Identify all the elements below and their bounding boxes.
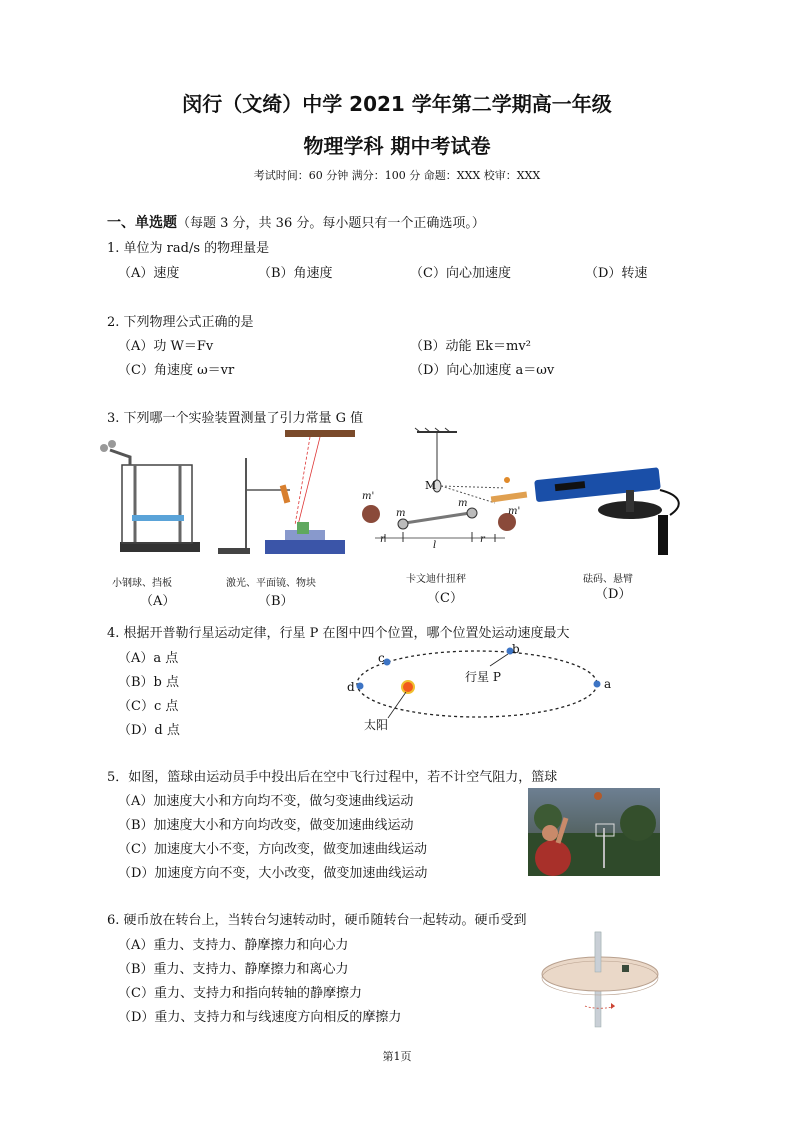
section-title: 一、单选题 — [107, 215, 177, 231]
question-4-option-b: （B）b 点 — [118, 675, 180, 690]
orbit-label-b: b — [512, 642, 520, 656]
cavendish-label-m-prime-right: m' — [508, 506, 521, 517]
cavendish-label-r-right: r — [480, 534, 485, 545]
cavendish-label-m-left: m — [396, 508, 406, 519]
page-subtitle: 物理学科 期中考试卷 — [303, 134, 491, 158]
question-6-option-d: （D）重力、支持力和与线速度方向相反的摩擦力 — [118, 1010, 402, 1025]
basketball-photo — [528, 788, 660, 876]
question-4-option-a: （A）a 点 — [118, 651, 179, 666]
cavendish-label-r-left: r — [380, 534, 385, 545]
orbit-label-a: a — [604, 677, 612, 691]
question-4-option-d: （D）d 点 — [118, 723, 180, 738]
cavendish-label-m-right: m — [458, 498, 468, 509]
question-6-option-b: （B）重力、支持力、静摩擦力和离心力 — [118, 962, 349, 977]
question-2-option-a: （A）功 W＝Fv — [118, 339, 214, 354]
question-4-stem: 4. 根据开普勒行星运动定律，行星 P 在图中四个位置，哪个位置处运动速度最大 — [107, 626, 570, 641]
apparatus-b-figure — [210, 430, 360, 562]
apparatus-a-figure — [90, 435, 205, 560]
question-1-option-a: （A）速度 — [118, 266, 180, 281]
question-2-option-d: （D）向心加速度 a＝ωv — [410, 363, 555, 378]
question-2-stem: 2. 下列物理公式正确的是 — [107, 315, 254, 330]
question-6-option-a: （A）重力、支持力、静摩擦力和向心力 — [118, 938, 349, 953]
question-6-option-c: （C）重力、支持力和指向转轴的静摩擦力 — [118, 986, 362, 1001]
question-2-option-c: （C）角速度 ω＝vr — [118, 363, 235, 378]
question-5-stem: 5．如图，篮球由运动员手中投出后在空中飞行过程中，若不计空气阻力，篮球 — [107, 770, 558, 785]
apparatus-c-letter: （C） — [427, 591, 463, 606]
apparatus-d-figure — [530, 460, 695, 565]
cavendish-label-l: l — [433, 540, 437, 551]
orbit-label-c: c — [378, 651, 385, 665]
cavendish-label-M: M — [425, 479, 437, 492]
orbit-label-d: d — [347, 680, 355, 694]
apparatus-a-caption: 小钢球、挡板 — [112, 578, 172, 589]
question-3-stem: 3. 下列哪一个实验装置测量了引力常量 G 值 — [107, 411, 364, 426]
apparatus-b-letter: （B） — [258, 594, 294, 609]
exam-meta: 考试时间：60 分钟 满分：100 分 命题：XXX 校审：XXX — [253, 169, 541, 182]
question-5-option-d: （D）加速度方向不变，大小改变，做变加速曲线运动 — [118, 866, 428, 881]
section-note: （每题 3 分，共 36 分。每小题只有一个正确选项。） — [177, 216, 485, 231]
question-5-option-a: （A）加速度大小和方向均不变，做匀变速曲线运动 — [118, 794, 414, 809]
question-5-option-c: （C）加速度大小不变，方向改变，做变加速曲线运动 — [118, 842, 427, 857]
question-6-stem: 6. 硬币放在转台上，当转台匀速转动时，硬币随转台一起转动。硬币受到 — [107, 913, 527, 928]
apparatus-a-letter: （A） — [140, 594, 176, 609]
page-number: 第1页 — [382, 1050, 412, 1063]
apparatus-d-letter: （D） — [595, 587, 632, 602]
apparatus-b-caption: 激光、平面镜、物块 — [226, 578, 316, 589]
page-title: 闵行（文绮）中学 2021 学年第二学期高一年级 — [182, 92, 612, 116]
turntable-diagram — [540, 932, 665, 1027]
orbit-label-sun: 太阳 — [364, 718, 389, 732]
question-4-option-c: （C）c 点 — [118, 699, 179, 714]
apparatus-d-caption: 砝码、悬臂 — [583, 574, 633, 585]
question-1-stem: 1. 单位为 rad/s 的物理量是 — [107, 241, 270, 256]
orbit-label-planet: 行星 P — [465, 670, 501, 684]
question-2-option-b: （B）动能 Ek＝mv² — [410, 339, 531, 354]
question-1-option-d: （D）转速 — [585, 266, 648, 281]
question-5-option-b: （B）加速度大小和方向均改变，做变加速曲线运动 — [118, 818, 414, 833]
section-heading — [107, 212, 485, 232]
question-1-option-b: （B）角速度 — [258, 266, 333, 281]
question-1-option-c: （C）向心加速度 — [410, 266, 511, 281]
cavendish-label-m-prime-left: m' — [362, 491, 375, 502]
apparatus-c-caption: 卡文迪什扭秤 — [406, 574, 466, 585]
